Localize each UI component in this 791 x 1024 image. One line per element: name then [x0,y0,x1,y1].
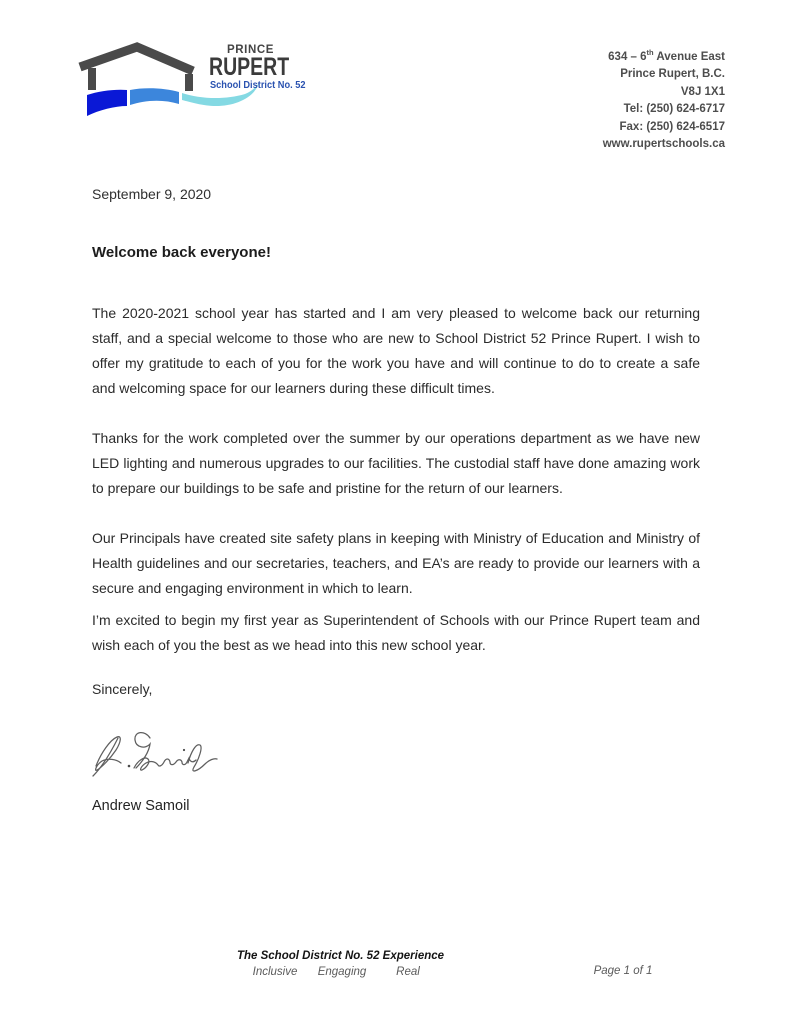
signature-period-dot [128,765,131,768]
address-line-postal: V8J 1X1 [680,85,725,98]
ordinal-superscript: th [646,48,654,57]
letter-closing: Sincerely, [92,681,153,697]
sender-name: Andrew Samoil [92,798,190,814]
logo-text-district: School District No. 52 [210,79,306,91]
wave-dark-icon [87,90,127,116]
letter-paragraph: The 2020-2021 school year has started and I am very pleased to welcome back our returning staff, and a special welcome to those who are new to School District 52 Prince Rupert. I wish to offer my gratitude to each of you for the work you have and will continue to do to create a safe and welcoming space for our learners during these difficult times. [92,305,700,396]
letter-date: September 9, 2020 [92,186,212,202]
letter-greeting: Welcome back everyone! [92,244,271,261]
address-line-website: www.rupertschools.ca [602,138,725,151]
handwritten-signature [88,718,223,780]
letter-paragraph: I’m excited to begin my first year as Superintendent of Schools with our Prince Rupert team and wish each of you the best as we head into this new school year. [92,612,700,653]
signature-letter-l-flourish-stroke [188,745,217,771]
footer-tagline-real: Real [396,966,420,978]
signature-i-dot [183,749,185,751]
footer-motto: The School District No. 52 Experience [236,950,445,962]
logo-text-rupert: RUPERT [209,53,290,81]
letter-paragraph: Our Principals have created site safety plans in keeping with Ministry of Education and Ministry of Health guidelines and our secretaries, teachers, and EA’s are ready to provide our learners with a secure and engaging environment in which to learn. [92,530,700,596]
address-line-street: 634 – 6th Avenue East [608,48,725,63]
wave-mid-icon [130,88,179,105]
address-line-tel: Tel: (250) 624-6717 [623,103,725,116]
district-contact-block [603,44,725,154]
signature-letter-a-stroke [96,737,121,771]
address-line-city: Prince Rupert, B.C. [620,68,725,81]
logo-text-prince: PRINCE [227,44,275,56]
footer-tagline-inclusive: Inclusive [252,966,298,978]
roof-left-post-icon [88,68,96,90]
letter-paragraph: Thanks for the work completed over the summer by our operations department as we have new LED lighting and numerous upgrades to our facilities. The custodial staff have done amazing work to prepare our buildings to be safe and pristine for the return of our learners. [92,430,700,496]
roof-icon [80,47,193,71]
footer-tagline-engaging: Engaging [317,966,367,978]
page-number: Page 1 of 1 [593,965,653,977]
address-line-fax: Fax: (250) 624-6517 [619,120,725,133]
roof-right-post-icon [185,74,193,91]
